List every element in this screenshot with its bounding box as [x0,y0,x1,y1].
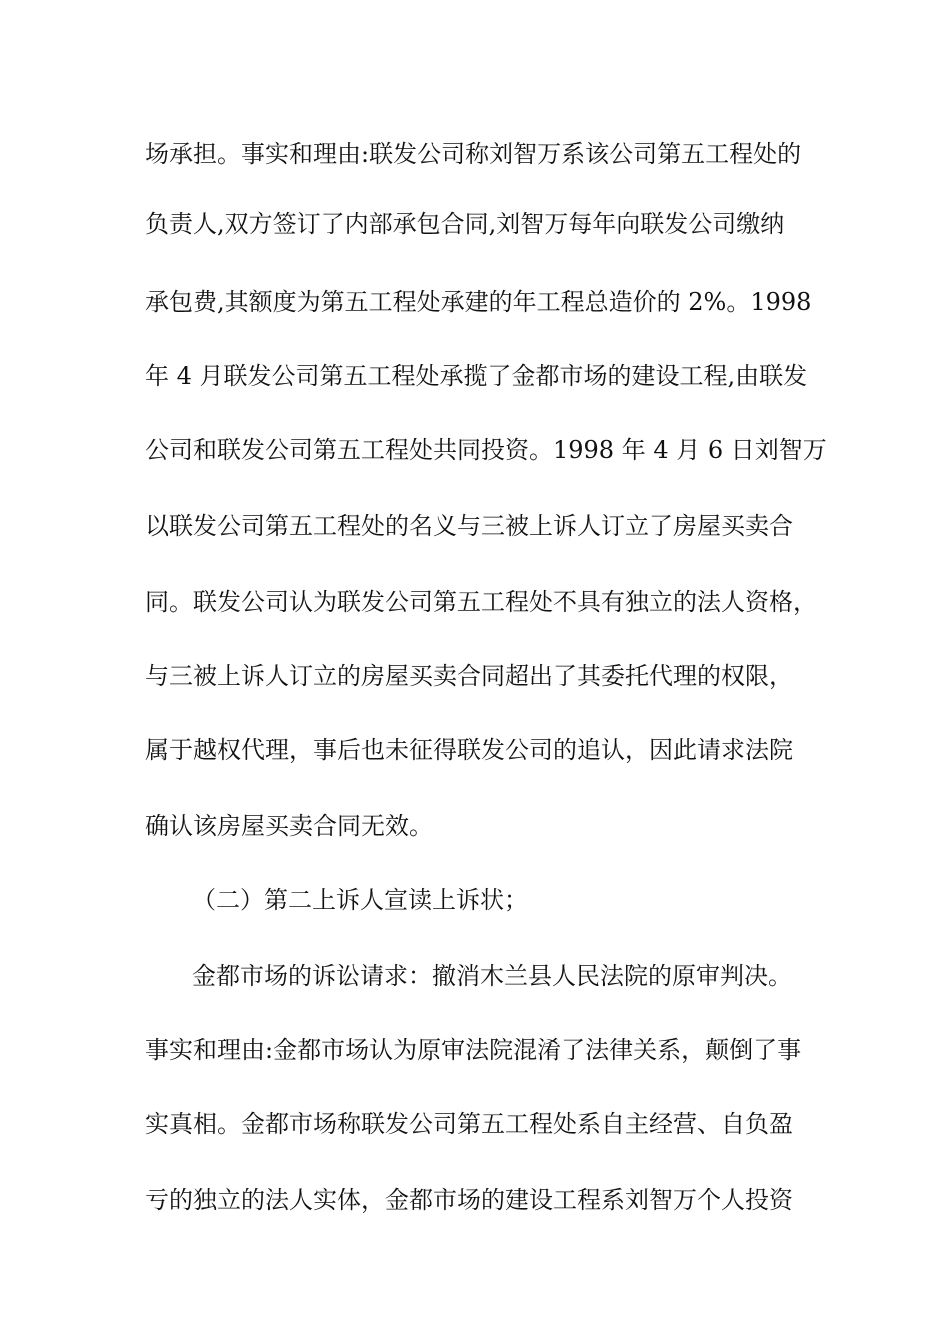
text-line: 承包费,其额度为第五工程处承建的年工程总造价的 2%。1998 [145,288,812,316]
text-line: 同。联发公司认为联发公司第五工程处不具有独立的法人资格， [145,588,817,616]
section-heading: （二）第二上诉人宣读上诉状； [192,886,528,914]
text-line: 实真相。金都市场称联发公司第五工程处系自主经营、自负盈 [145,1110,793,1138]
text-line: 公司和联发公司第五工程处共同投资。1998 年 4 月 6 日刘智万 [145,436,827,464]
text-line: 以联发公司第五工程处的名义与三被上诉人订立了房屋买卖合 [145,512,793,540]
text-line: 亏的独立的法人实体，金都市场的建设工程系刘智万个人投资 [145,1186,793,1214]
text-line: 年 4 月联发公司第五工程处承揽了金都市场的建设工程,由联发 [145,362,808,390]
text-line: 事实和理由:金都市场认为原审法院混淆了法律关系，颠倒了事 [145,1036,802,1064]
text-line: 负责人,双方签订了内部承包合同,刘智万每年向联发公司缴纳 [145,210,785,238]
text-line: 金都市场的诉讼请求：撤消木兰县人民法院的原审判决。 [192,962,792,990]
text-line: 场承担。事实和理由:联发公司称刘智万系该公司第五工程处的 [145,140,802,168]
text-line: 与三被上诉人订立的房屋买卖合同超出了其委托代理的权限， [145,662,793,690]
text-line: 确认该房屋买卖合同无效。 [145,812,433,840]
text-line: 属于越权代理，事后也未征得联发公司的追认，因此请求法院 [145,736,793,764]
